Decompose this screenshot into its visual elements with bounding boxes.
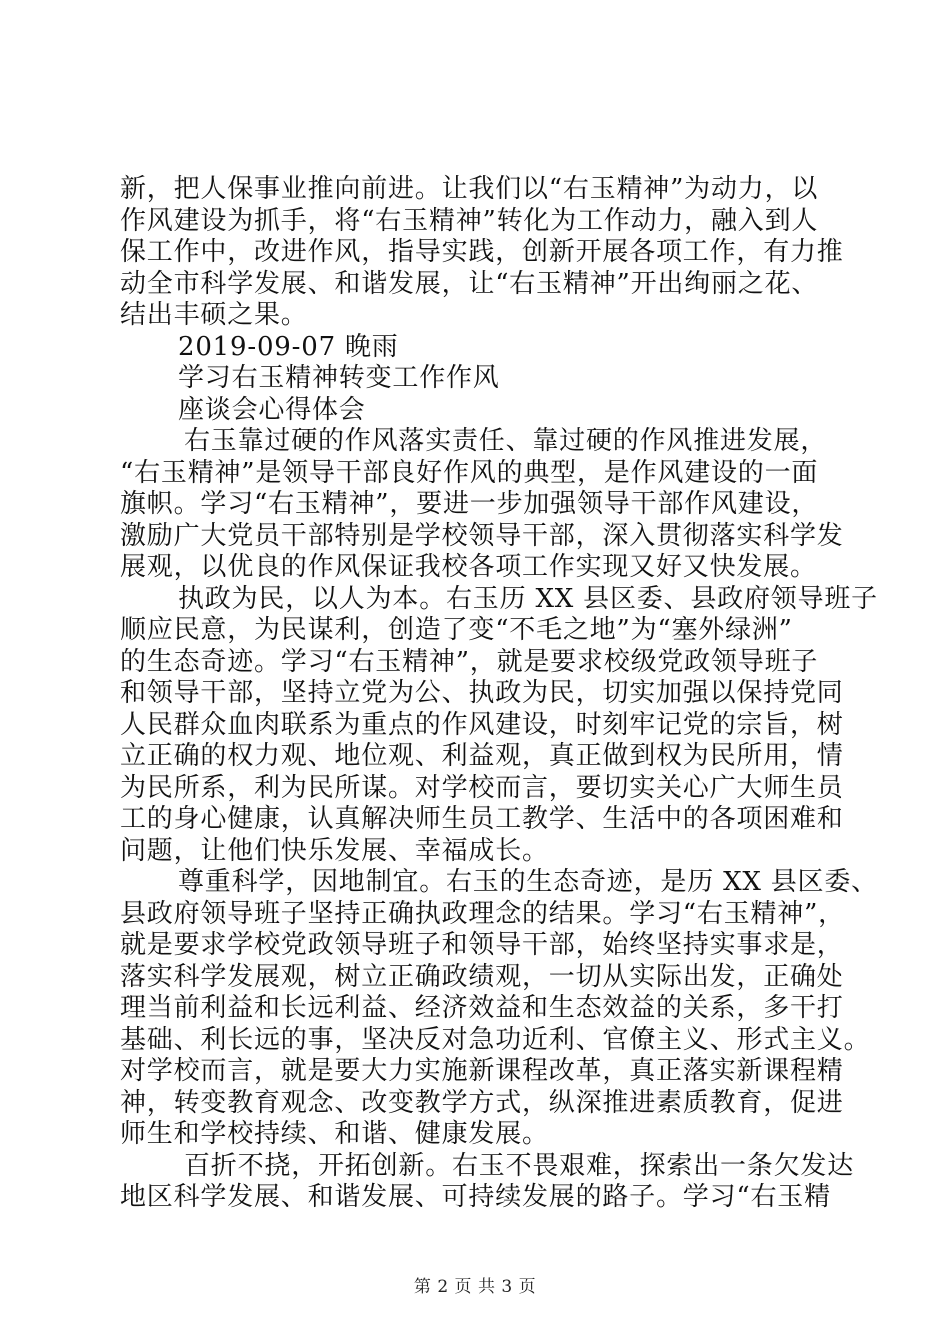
text-line: 工的身心健康，认真解决师生员工教学、生活中的各项困难和 [120, 804, 844, 834]
text-line: 县政府领导班子坚持正确执政理念的结果。学习“右玉精神”， [120, 898, 845, 929]
text-line: 百折不挠，开拓创新。右玉不畏艰难，探索出一条欠发达 [184, 1150, 855, 1181]
text-line: 右玉靠过硬的作风落实责任、靠过硬的作风推进发展， [184, 426, 828, 456]
text-line: 落实科学发展观，树立正确政绩观，一切从实际出发，正确处 [120, 961, 844, 992]
text-line: 展观，以优良的作风保证我校各项工作实现又好又快发展。 [120, 552, 817, 582]
text-line: 基础、利长远的事，坚决反对急功近利、官僚主义、形式主义。 [120, 1024, 871, 1055]
document-body [120, 174, 878, 1214]
text-line: 师生和学校持续、和谐、健康发展。 [120, 1119, 549, 1149]
text-line: 为民所系，利为民所谋。对学校而言，要切实关心广大师生员 [120, 772, 844, 803]
page-number-footer: 第 2 页 共 3 页 [413, 1277, 537, 1297]
text-line: 激励广大党员干部特别是学校领导干部，深入贯彻落实科学发 [120, 520, 844, 551]
text-line: 旗帜。学习“右玉精神”，要进一步加强领导干部作风建设， [120, 489, 819, 519]
text-line: 和领导干部，坚持立党为公、执政为民，切实加强以保持党同 [120, 678, 844, 708]
text-line: 立正确的权力观、地位观、利益观，真正做到权为民所用，情 [120, 741, 844, 771]
text-line: 尊重科学，因地制宜。右玉的生态奇迹，是历 XX 县区委、 [178, 867, 878, 897]
text-line: 的生态奇迹。学习“右玉精神”，就是要求校级党政领导班子 [120, 646, 819, 677]
text-line: 神，转变教育观念、改变教学方式，纵深推进素质教育，促进 [120, 1087, 844, 1118]
text-line: 就是要求学校党政领导班子和领导干部，始终坚持实事求是， [120, 930, 844, 960]
text-line: “右玉精神”是领导干部良好作风的典型，是作风建设的一面 [120, 457, 819, 488]
text-line: 对学校而言，就是要大力实施新课程改革，真正落实新课程精 [120, 1056, 844, 1086]
text-line: 结出丰硕之果。 [120, 300, 308, 330]
text-line: 新，把人保事业推向前进。让我们以“右玉精神”为动力，以 [120, 174, 819, 204]
text-line: 问题，让他们快乐发展、幸福成长。 [120, 835, 549, 866]
text-line: 人民群众血肉联系为重点的作风建设，时刻牢记党的宗旨，树 [120, 709, 844, 740]
text-line: 座谈会心得体会 [178, 394, 366, 425]
text-line: 执政为民，以人为本。右玉历 XX 县区委、县政府领导班子 [178, 583, 878, 614]
text-line: 学习右玉精神转变工作作风 [178, 363, 500, 393]
text-line: 保工作中，改进作风，指导实践，创新开展各项工作，有力推 [120, 237, 844, 267]
text-line: 地区科学发展、和谐发展、可持续发展的路子。学习“右玉精 [120, 1182, 831, 1212]
text-line: 理当前利益和长远利益、经济效益和生态效益的关系，多干打 [120, 993, 844, 1023]
text-line: 2019-09-07 晚雨 [178, 331, 399, 362]
text-line: 顺应民意，为民谋利，创造了变“不毛之地”为“塞外绿洲” [120, 615, 793, 645]
text-line: 动全市科学发展、和谐发展，让“右玉精神”开出绚丽之花、 [120, 268, 819, 299]
text-line: 作风建设为抓手，将“右玉精神”转化为工作动力，融入到人 [120, 205, 819, 236]
